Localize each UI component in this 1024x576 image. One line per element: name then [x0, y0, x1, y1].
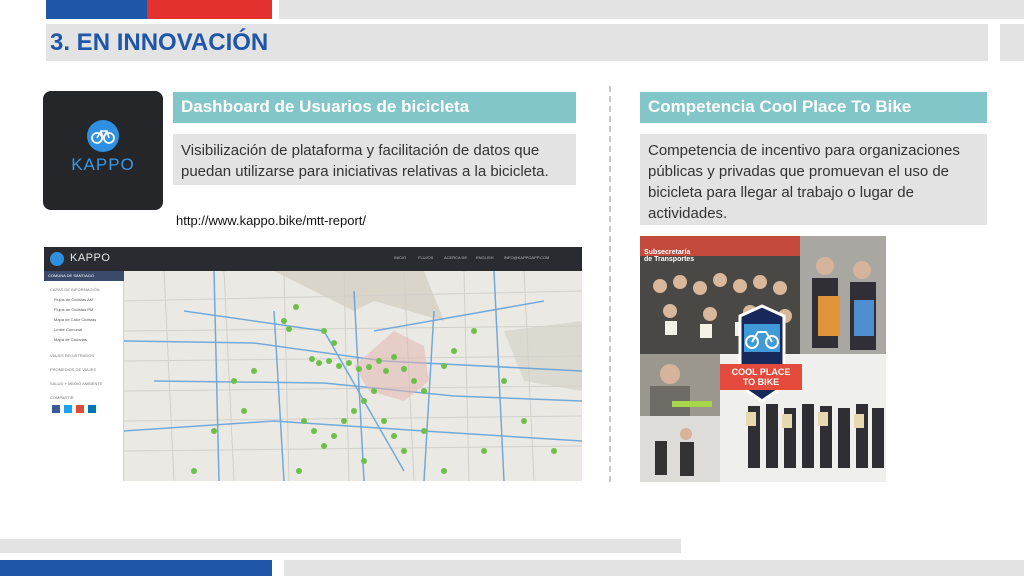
- nav-inicio[interactable]: INICIO: [394, 255, 407, 260]
- sidebar-header-label: COMUNA DE SANTIAGO: [48, 273, 95, 278]
- title-bar-end: [1000, 24, 1024, 61]
- slide-title: 3. EN INNOVACIÓN: [50, 29, 269, 56]
- sidebar-item[interactable]: COMPARTIR: [50, 395, 74, 400]
- bike-icon: [50, 252, 64, 266]
- facebook-icon[interactable]: [52, 405, 60, 413]
- section-divider: [609, 86, 611, 482]
- badge-line-2: TO BIKE: [742, 377, 780, 387]
- dashboard-link[interactable]: http://www.kappo.bike/mtt-report/: [176, 213, 367, 228]
- sidebar-item[interactable]: Mapa de Ciclovías: [54, 337, 87, 342]
- dashboard-header: Dashboard de Usuarios de bicicleta: [173, 92, 576, 123]
- nav-email[interactable]: INFO@KAPPOAPP.COM: [504, 255, 550, 260]
- cool-place-to-bike-photo: [640, 236, 886, 482]
- sidebar-item[interactable]: VIAJES REGISTRADOS: [50, 353, 95, 358]
- dashboard-brand: KAPPO: [70, 252, 111, 264]
- sidebar-item: CAPAS DE INFORMACIÓN: [50, 287, 100, 292]
- bike-icon: [87, 120, 119, 152]
- nav-english[interactable]: ENGLISH: [476, 255, 494, 260]
- twitter-icon[interactable]: [64, 405, 72, 413]
- bottom-accent-blue: [0, 560, 272, 576]
- linkedin-icon[interactable]: [88, 405, 96, 413]
- dashboard-description: Visibilización de plataforma y facilitación de datos que puedan utilizarse para iniciativas relativas a la bicicleta.: [173, 134, 576, 185]
- nav-flujos[interactable]: FLUJOS: [418, 255, 434, 260]
- sidebar-item[interactable]: Límite Comunal: [54, 327, 83, 332]
- dashboard-sidebar: [44, 271, 124, 481]
- sidebar-item[interactable]: PROMEDIOS DE VIAJES: [50, 367, 97, 372]
- top-accent-blue: [46, 0, 147, 19]
- top-accent-gray: [279, 0, 1024, 19]
- dashboard-screenshot: [44, 247, 582, 481]
- competition-description: Competencia de incentivo para organizaciones públicas y privadas que promuevan el uso de bicicleta para llegar al trabajo o lugar de actividades.: [640, 134, 987, 225]
- sidebar-header: [44, 271, 124, 281]
- photo-caption: [644, 249, 694, 263]
- photo-caption-line-2: de Transportes: [644, 256, 695, 263]
- sidebar-item[interactable]: SALUD Y MEDIO AMBIENTE: [50, 381, 103, 386]
- dashboard-navbar: [44, 247, 582, 271]
- badge-line-1: COOL PLACE: [731, 367, 791, 377]
- kappo-logo: [43, 91, 163, 210]
- competition-header: Competencia Cool Place To Bike: [640, 92, 987, 123]
- bottom-accent-gray-2: [284, 560, 1024, 576]
- nav-acerca[interactable]: ACERCA DE: [444, 255, 468, 260]
- sidebar-item[interactable]: Mapa de Calor Ciclistas: [54, 317, 97, 322]
- top-accent-red: [147, 0, 272, 19]
- sidebar-item[interactable]: Flujos de Ciclistas AM: [54, 297, 94, 302]
- photo-caption-line-1: Subsecretaría: [644, 249, 691, 256]
- bottom-accent-gray: [0, 539, 681, 553]
- cool-place-to-bike-badge: [720, 367, 802, 387]
- logo-wordmark: KAPPO: [71, 155, 135, 174]
- sidebar-item[interactable]: Flujos de Ciclistas PM: [54, 307, 94, 312]
- map-view: [124, 271, 582, 481]
- google-icon[interactable]: [76, 405, 84, 413]
